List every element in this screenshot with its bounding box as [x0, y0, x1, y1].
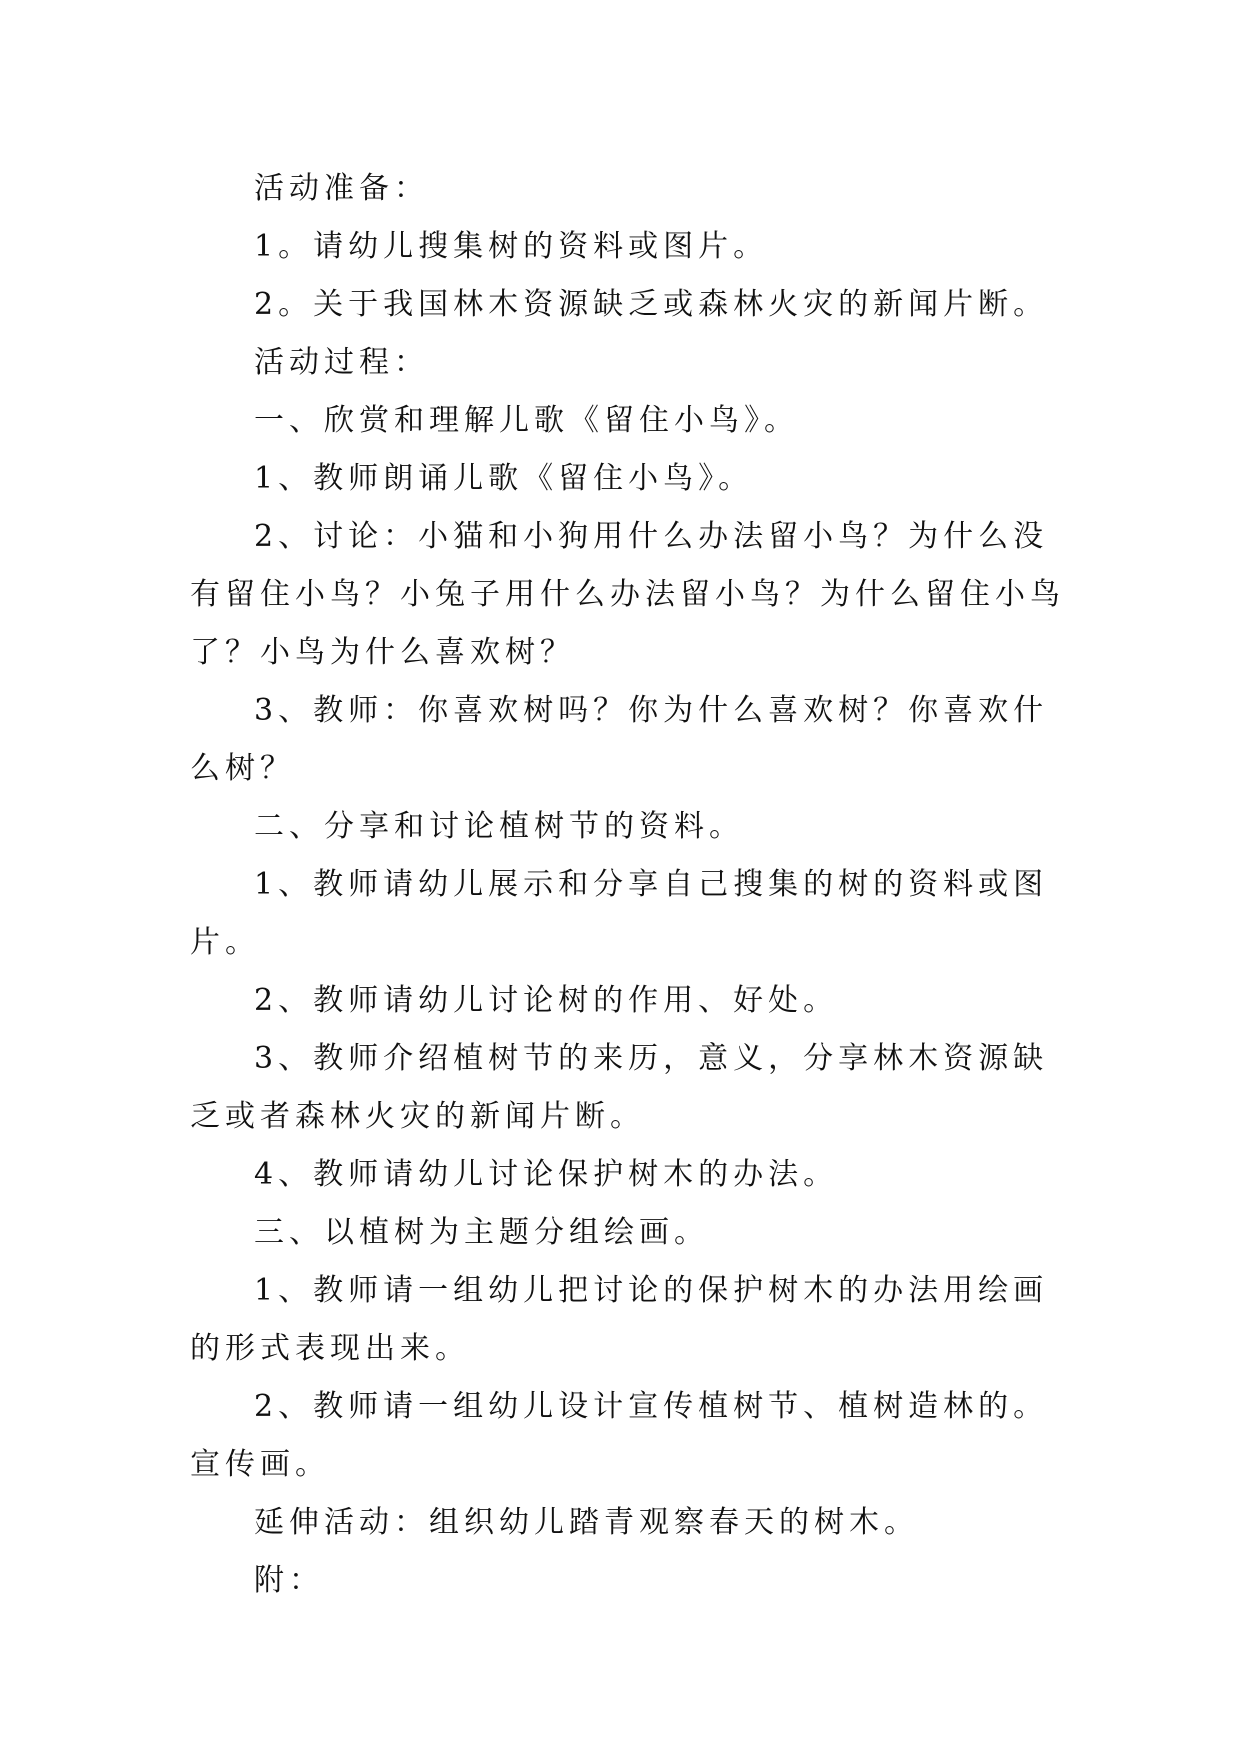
paragraph-extension: 延伸活动：组织幼儿踏青观察春天的树木。 [254, 1505, 919, 1540]
paragraph-prep-2: 2。关于我国林木资源缺乏或森林火灾的新闻片断。 [254, 287, 1049, 322]
paragraph-step-1-2: 2、讨论：小猫和小狗用什么办法留小鸟？为什么没有留住小鸟？小兔子用什么办法留小鸟？为什么留住小鸟了？小鸟为什么喜欢树？ [190, 519, 1065, 670]
paragraph-step-3: 三、以植树为主题分组绘画。 [254, 1215, 709, 1250]
paragraph-step-2-2: 2、教师请幼儿讨论树的作用、好处。 [254, 983, 839, 1018]
paragraph-prep-1: 1。请幼儿搜集树的资料或图片。 [254, 229, 769, 264]
section-heading-preparation: 活动准备： [254, 171, 429, 206]
document-body [190, 160, 1070, 1610]
section-heading-process: 活动过程： [254, 345, 429, 380]
paragraph-step-2: 二、分享和讨论植树节的资料。 [254, 809, 744, 844]
paragraph-step-1-1: 1、教师朗诵儿歌《留住小鸟》。 [254, 461, 754, 496]
paragraph-step-2-3: 3、教师介绍植树节的来历，意义，分享林木资源缺乏或者森林火灾的新闻片断。 [190, 1041, 1049, 1134]
paragraph-appendix: 附： [254, 1563, 324, 1598]
paragraph-step-1-3: 3、教师：你喜欢树吗？你为什么喜欢树？你喜欢什么树？ [190, 693, 1049, 786]
paragraph-step-2-4: 4、教师请幼儿讨论保护树木的办法。 [254, 1157, 839, 1192]
paragraph-step-2-1: 1、教师请幼儿展示和分享自己搜集的树的资料或图片。 [190, 867, 1049, 960]
paragraph-step-3-1: 1、教师请一组幼儿把讨论的保护树木的办法用绘画的形式表现出来。 [190, 1273, 1049, 1366]
paragraph-step-1: 一、欣赏和理解儿歌《留住小鸟》。 [254, 403, 799, 438]
paragraph-step-3-2: 2、教师请一组幼儿设计宣传植树节、植树造林的。宣传画。 [190, 1389, 1049, 1482]
